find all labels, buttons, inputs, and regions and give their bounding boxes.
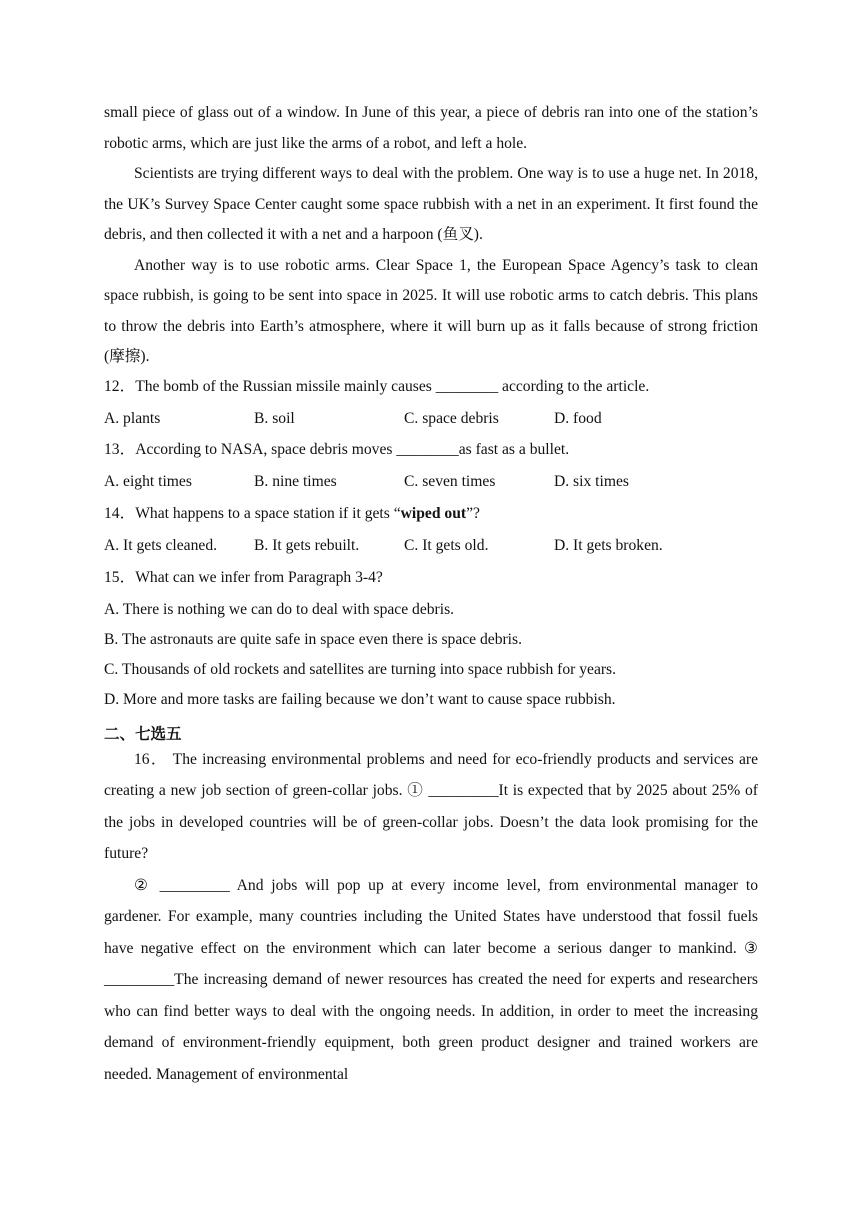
section-heading-seven-choose-five: 二、七选五 <box>104 724 182 743</box>
section2-paragraph-2: ② _________ And jobs will pop up at every income level, from environmental manager to gardener. For example, many countries including the United States have understood that fossil fuels have negative effect on the environment which can later become a serious danger to mankind. ③ _________The increasing demand of newer resources has created the need for experts and researchers who can find better ways to deal with the ongoing needs. In addition, in order to meet the increasing demand of environment-friendly equipment, both green product designer and trained workers are needed. Management of environmental <box>104 876 758 1083</box>
passage-paragraph-robotic-arms: Another way is to use robotic arms. Clear Space 1, the European Space Agency’s task to clean space rubbish, is going to be sent into space in 2025. It will use robotic arms to catch debris. This plans to throw the debris into Earth’s atmosphere, where it will burn up as it falls because of strong friction (摩擦). <box>104 256 758 365</box>
question-14-options <box>104 536 758 556</box>
document-page <box>104 98 758 1090</box>
question-12-option-b: B. soil <box>254 409 295 427</box>
passage-paragraph-scientists: Scientists are trying different ways to deal with the problem. One way is to use a huge net. In 2018, the UK’s Survey Space Center caught some space rubbish with a net in an experiment. It first found the debris, and then collected it with a net and a harpoon (鱼叉). <box>104 165 758 243</box>
question-13-option-b: B. nine times <box>254 472 337 490</box>
question-12-option-d: D. food <box>554 409 602 427</box>
question-13-options <box>104 472 758 492</box>
question-13-stem: 13．According to NASA, space debris moves ________as fast as a bullet. <box>104 440 570 458</box>
question-14-option-b: B. It gets rebuilt. <box>254 536 360 554</box>
question-15-option-b: B. The astronauts are quite safe in space even there is space debris. <box>104 630 522 648</box>
section2-paragraph-16: 16． The increasing environmental problems and need for eco-friendly products and services are creating a new job section of green-collar jobs. ① _________It is expected that by 2025 about 25% of the jobs in developed countries will be of green-collar jobs. Doesn’t the data look promising for the future? <box>104 750 758 862</box>
question-15-option-c: C. Thousands of old rockets and satellites are turning into space rubbish for years. <box>104 660 617 678</box>
passage-paragraph-continued: small piece of glass out of a window. In June of this year, a piece of debris ran into one of the station’s robotic arms, which are just like the arms of a robot, and left a hole. <box>104 104 758 152</box>
question-14-option-a: A. It gets cleaned. <box>104 536 218 554</box>
question-14-stem-bold: wiped out <box>400 504 467 522</box>
question-15-stem: 15．What can we infer from Paragraph 3-4? <box>104 568 383 586</box>
question-13-option-a: A. eight times <box>104 472 192 490</box>
question-15-option-a: A. There is nothing we can do to deal with space debris. <box>104 600 455 618</box>
question-13-option-c: C. seven times <box>404 472 496 490</box>
question-12-option-c: C. space debris <box>404 409 499 427</box>
question-13-option-d: D. six times <box>554 472 629 490</box>
question-15-option-d: D. More and more tasks are failing because we don’t want to cause space rubbish. <box>104 690 616 708</box>
question-14-stem-before: 14．What happens to a space station if it gets “ <box>104 504 401 522</box>
question-14-stem-after: ”? <box>466 504 480 522</box>
question-12-options <box>104 409 758 429</box>
question-14-option-c: C. It gets old. <box>404 536 489 554</box>
question-14-stem <box>104 504 758 524</box>
question-12-stem: 12．The bomb of the Russian missile mainly causes ________ according to the article. <box>104 377 650 395</box>
question-12-option-a: A. plants <box>104 409 161 427</box>
question-14-option-d: D. It gets broken. <box>554 536 663 554</box>
